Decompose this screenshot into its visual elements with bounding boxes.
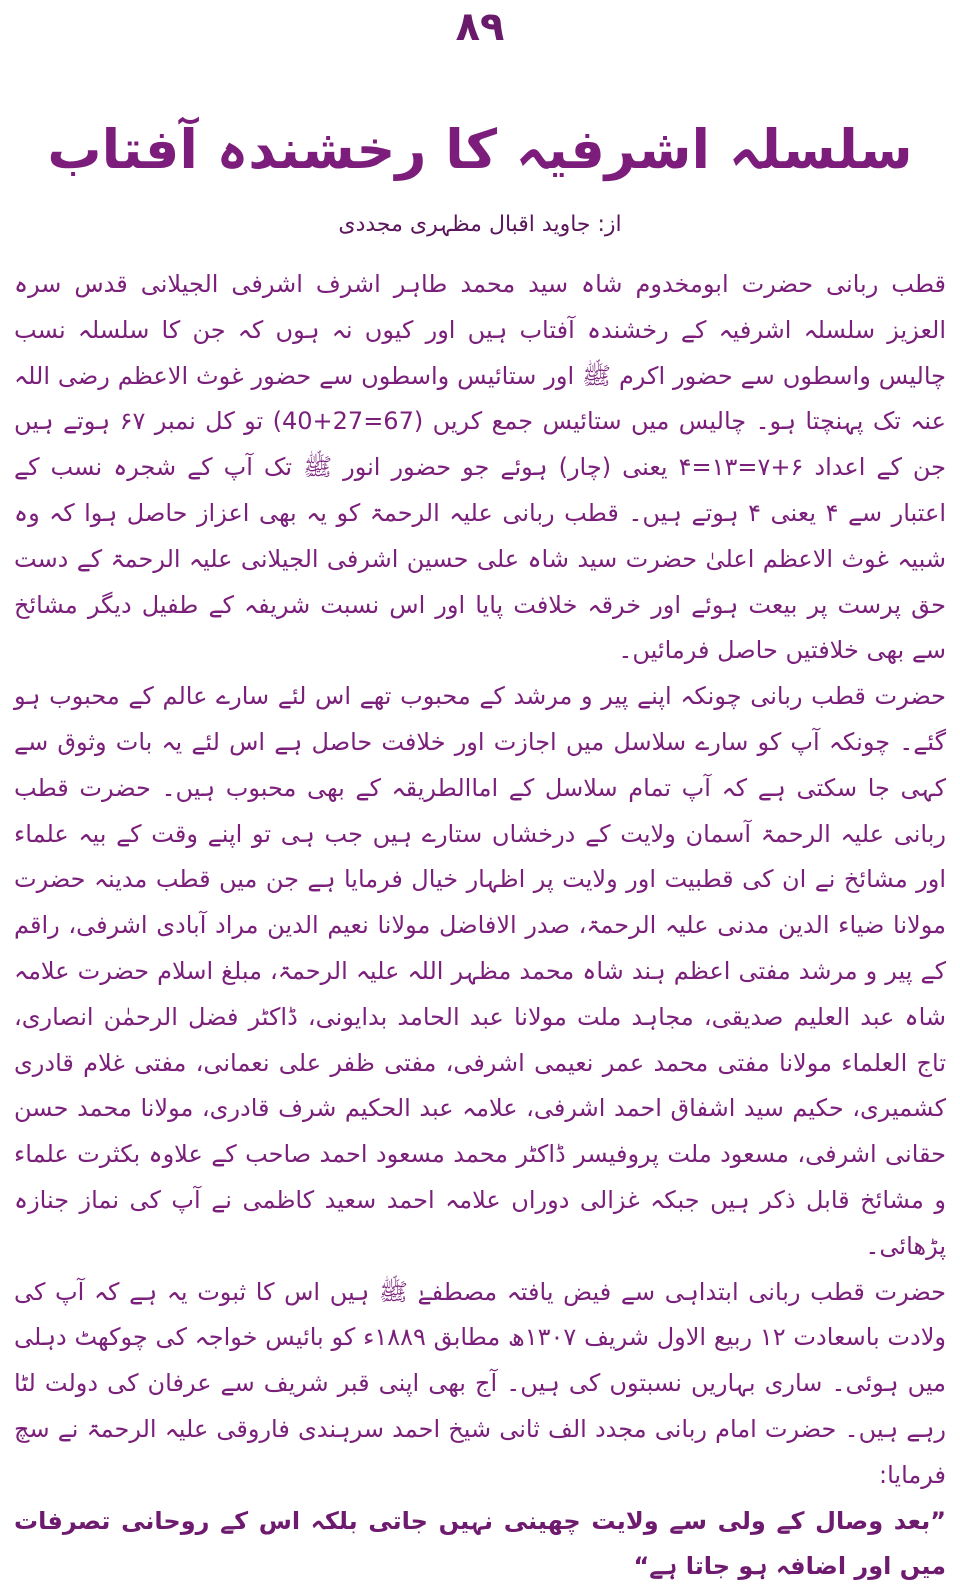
paragraph: قطب ربانی حضرت ابومخدوم شاہ سید محمد طاہر اشرف اشرفی الجیلانی قدس سرہ العزیز سلسلہ اشرفیہ کے رخشندہ آفتاب ہیں اور کیوں نہ ہوں کہ جن کا سلسلہ نسب چالیس واسطوں سے حضور اکرم ﷺ اور ستائیس واسطوں سے حضور غوث الاعظم رضی اللہ عنہ تک پہنچتا ہو۔ چالیس میں ستائیس جمع کریں (67=27+40) تو کل نمبر ۶۷ ہوتے ہیں جن کے اعداد ۶+۷=۱۳=۴ یعنی (چار) ہوئے جو حضور انور ﷺ تک آپ کے شجرہ نسب کے اعتبار سے ۴ یعنی ۴ ہوتے ہیں۔ قطب ربانی علیہ الرحمۃ کو یہ بھی اعزاز حاصل ہوا کہ وہ شبیہ غوث الاعظم اعلیٰ حضرت سید شاہ علی حسین اشرفی الجیلانی علیہ الرحمۃ کے دست حق پرست پر بیعت ہوئے اور خرقہ خلافت پایا اور اس نسبت شریفہ کے طفیل دیگر مشائخ سے بھی خلافتیں حاصل فرمائیں۔ bbox=[14, 270, 947, 665]
article-body bbox=[14, 262, 946, 1590]
paragraph: حضرت قطب ربانی ابتداہی سے فیض یافتہ مصطفےٰ ﷺ ہیں اس کا ثبوت یہ ہے کہ آپ کی ولادت باسعادت ۱۲ ربیع الاول شریف ۱۳۰۷ھ مطابق ۱۸۸۹ء کو بائیس خواجہ کی چوکھٹ دہلی میں ہوئی۔ ساری بہاریں نسبتوں کی ہیں۔ آج بھی اپنی قبر شریف سے عرفان کی دولت لٹا رہے ہیں۔ حضرت امام ربانی مجدد الف ثانی شیخ احمد سرہندی فاروقی علیہ الرحمۃ نے سچ فرمایا: bbox=[14, 1277, 946, 1489]
paragraph: حضرت قطب ربانی چونکہ اپنے پیر و مرشد کے محبوب تھے اس لئے سارے عالم کے محبوب ہو گئے۔ چونکہ آپ کو سارے سلاسل میں اجازت اور خلافت حاصل ہے اس لئے یہ بات وثوق سے کہی جا سکتی ہے کہ آپ تمام سلاسل کے اماالطریقہ کے بھی محبوب ہیں۔ حضرت قطب ربانی علیہ الرحمۃ آسمان ولایت کے درخشاں ستارے ہیں جب ہی تو اپنے وقت کے بیہ علماء اور مشائخ نے ان کی قطبیت اور ولایت پر اظہار خیال فرمایا ہے جن میں قطب مدینہ حضرت مولانا ضیاء الدین مدنی علیہ الرحمۃ، صدر الافاضل مولانا نعیم الدین مراد آبادی اشرفی، راقم کے پیر و مرشد مفتی اعظم ہند شاہ محمد مظہر اللہ علیہ الرحمۃ، مبلغ اسلام حضرت علامہ شاہ عبد العلیم صدیقی، مجاہد ملت مولانا عبد الحامد بدایونی، ڈاکٹر فضل الرحمٰن انصاری، تاج العلماء مولانا مفتی محمد عمر نعیمی اشرفی، مفتی ظفر علی نعمانی، مفتی غلام قادری کشمیری، حکیم سید اشفاق احمد اشرفی، علامہ عبد الحکیم شرف قادری، مولانا محمد حسن حقانی اشرفی، مسعود ملت پروفیسر ڈاکٹر محمد مسعود احمد صاحب کے علاوہ بکثرت علماء و مشائخ قابل ذکر ہیں جبکہ غزالی دوراں علامہ احمد سعید کاظمی نے آپ کی نماز جنازہ پڑھائی۔ bbox=[14, 682, 947, 1260]
page-number: ۸۹ bbox=[455, 4, 505, 50]
article-title: سلسلہ اشرفیہ کا رخشندہ آفتاب bbox=[47, 118, 913, 181]
closing-quote: ”بعد وصال کے ولی سے ولایت چھینی نہیں جاتی بلکہ اس کے روحانی تصرفات میں اور اضافہ ہو جاتا ہے“ bbox=[14, 1506, 946, 1581]
author-byline: از: جاوید اقبال مظہری مجددی bbox=[338, 212, 622, 237]
